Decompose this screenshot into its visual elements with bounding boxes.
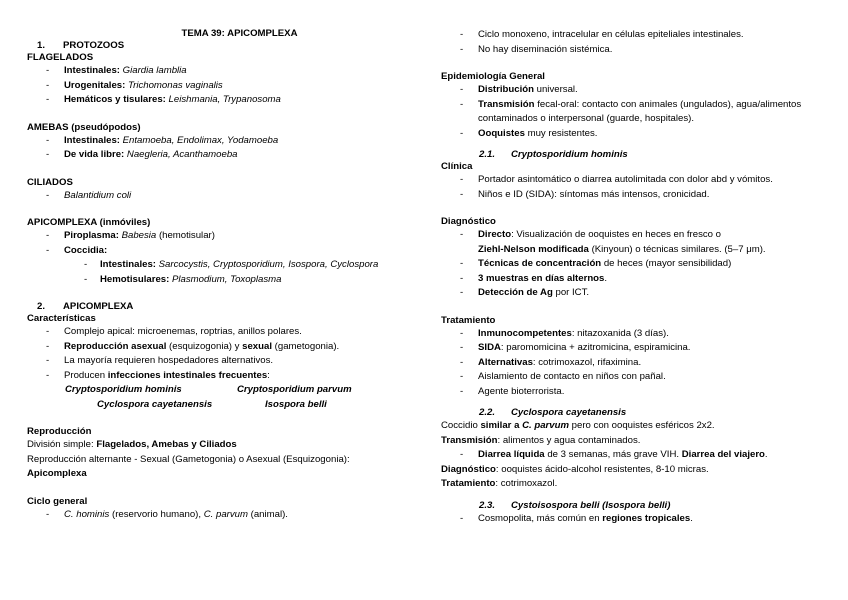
subsection-2-1-heading: 2.1. Cryptosporidium hominis xyxy=(479,149,628,160)
paragraph: Tratamiento: cotrimoxazol. xyxy=(441,478,558,489)
section-1-heading: 1. PROTOZOOS xyxy=(37,40,125,51)
list-item: - Niños e ID (SIDA): síntomas más intensos, cronicidad. xyxy=(441,188,831,203)
ciliados-heading: CILIADOS xyxy=(27,176,73,188)
clinica-heading: Clínica xyxy=(441,161,473,172)
list-item: - Técnicas de concentración de heces (mayor sensibilidad) xyxy=(441,257,831,272)
right-column xyxy=(441,28,831,526)
list-item: - Ooquistes muy resistentes. xyxy=(441,127,831,142)
caracteristicas-heading: Características xyxy=(27,313,96,324)
list-item: - Intestinales: Giardia lamblia xyxy=(27,64,412,79)
list-item: - Distribución universal. xyxy=(441,83,831,98)
list-item: - Detección de Ag por ICT. xyxy=(441,286,831,301)
ciclo-general-heading: Ciclo general xyxy=(27,495,88,507)
list-item: - Urogenitales: Trichomonas vaginalis xyxy=(27,79,412,94)
list-item: - Complejo apical: microenemas, roptrias, anillos polares. xyxy=(27,325,412,340)
paragraph: Diagnóstico: ooquistes ácido-alcohol resistentes, 8-10 micras. xyxy=(441,463,709,475)
paragraph: Reproducción alternante - Sexual (Gametogonia) o Asexual (Esquizogonia): xyxy=(27,453,350,465)
list-item: - De vida libre: Naegleria, Acanthamoeba xyxy=(27,148,412,163)
list-item: - 3 muestras en días alternos. xyxy=(441,272,831,287)
list-item: - No hay diseminación sistémica. xyxy=(441,43,831,58)
list-item: - Portador asintomático o diarrea autolimitada con dolor abd y vómitos. xyxy=(441,173,831,188)
list-item: - Diarrea líquida de 3 semanas, más grave VIH. Diarrea del viajero. xyxy=(441,448,831,463)
list-item: - Balantidium coli xyxy=(27,189,412,204)
reproduccion-heading: Reproducción xyxy=(27,426,92,437)
organism-list xyxy=(27,383,412,412)
paragraph: Apicomplexa xyxy=(27,468,87,479)
list-item: - Aislamiento de contacto en niños con pañal. xyxy=(441,370,831,385)
list-item: - Hemáticos y tisulares: Leishmania, Trypanosoma xyxy=(27,93,412,108)
list-item: - Hemotisulares: Plasmodium, Toxoplasma xyxy=(27,273,412,288)
list-item: - Transmisión fecal-oral: contacto con animales (ungulados), agua/alimentos contaminados o interpersonal (guarde, hospitales). xyxy=(441,98,831,127)
organism: Cryptosporidium hominis xyxy=(65,384,182,395)
section-2-heading: 2. APICOMPLEXA xyxy=(37,301,134,312)
flagelados-heading: FLAGELADOS xyxy=(27,52,94,63)
tratamiento-heading: Tratamiento xyxy=(441,314,496,326)
list-item: - SIDA: paromomicina + azitromicina, espiramicina. xyxy=(441,341,831,356)
paragraph: División simple: Flagelados, Amebas y Ciliados xyxy=(27,439,237,450)
organism: Cyclospora cayetanensis xyxy=(97,398,213,410)
paragraph: Coccidio similar a C. parvum pero con ooquistes esféricos 2x2. xyxy=(441,420,715,431)
list-item: - Agente bioterrorista. xyxy=(441,385,831,400)
list-item: - Coccidia: xyxy=(27,244,412,259)
list-item: - C. hominis (reservorio humano), C. parvum (animal). xyxy=(27,508,412,523)
flagelados-list xyxy=(27,64,412,108)
epidemiologia-heading: Epidemiología General xyxy=(441,71,545,82)
page-title: TEMA 39: APICOMPLEXA xyxy=(181,28,298,39)
subsection-2-3-heading: 2.3. Cystoisospora belli (Isospora belli) xyxy=(479,499,671,511)
list-item: - Alternativas: cotrimoxazol, rifaximina. xyxy=(441,356,831,371)
amebas-list xyxy=(27,134,412,163)
amebas-heading: AMEBAS (pseudópodos) xyxy=(27,121,141,133)
organism: Isospora belli xyxy=(265,398,327,410)
left-column xyxy=(27,28,412,522)
list-item: - Cosmopolita, más común en regiones tropicales. xyxy=(441,512,831,527)
list-item: - Piroplasma: Babesia (hemotisular) xyxy=(27,229,412,244)
list-item: - La mayoría requieren hospedadores alternativos. xyxy=(27,354,412,369)
list-item: - Intestinales: Sarcocystis, Cryptosporidium, Isospora, Cyclospora xyxy=(27,258,412,273)
apicomplexa-inmoviles-heading: APICOMPLEXA (inmóviles) xyxy=(27,217,151,228)
organism: Cryptosporidium parvum xyxy=(237,384,352,395)
list-item: - Producen infecciones intestinales frecuentes: xyxy=(27,369,412,384)
diagnostico-heading: Diagnóstico xyxy=(441,216,496,227)
subsection-2-2-heading: 2.2. Cyclospora cayetanensis xyxy=(479,407,627,418)
list-item: - Reproducción asexual (esquizogonia) y sexual (gametogonia). xyxy=(27,340,412,355)
list-item: - Ciclo monoxeno, intracelular en células epiteliales intestinales. xyxy=(441,28,831,43)
list-item: - Intestinales: Entamoeba, Endolimax, Yodamoeba xyxy=(27,134,412,149)
list-item: - Directo: Visualización de ooquistes en heces en fresco o Ziehl-Nelson modificada (Kinyoun) o técnicas similares. (5–7 μm). xyxy=(441,228,831,257)
paragraph: Transmisión: alimentos y agua contaminados. xyxy=(441,434,641,446)
list-item: - Inmunocompetentes: nitazoxanida (3 días). xyxy=(441,327,831,342)
